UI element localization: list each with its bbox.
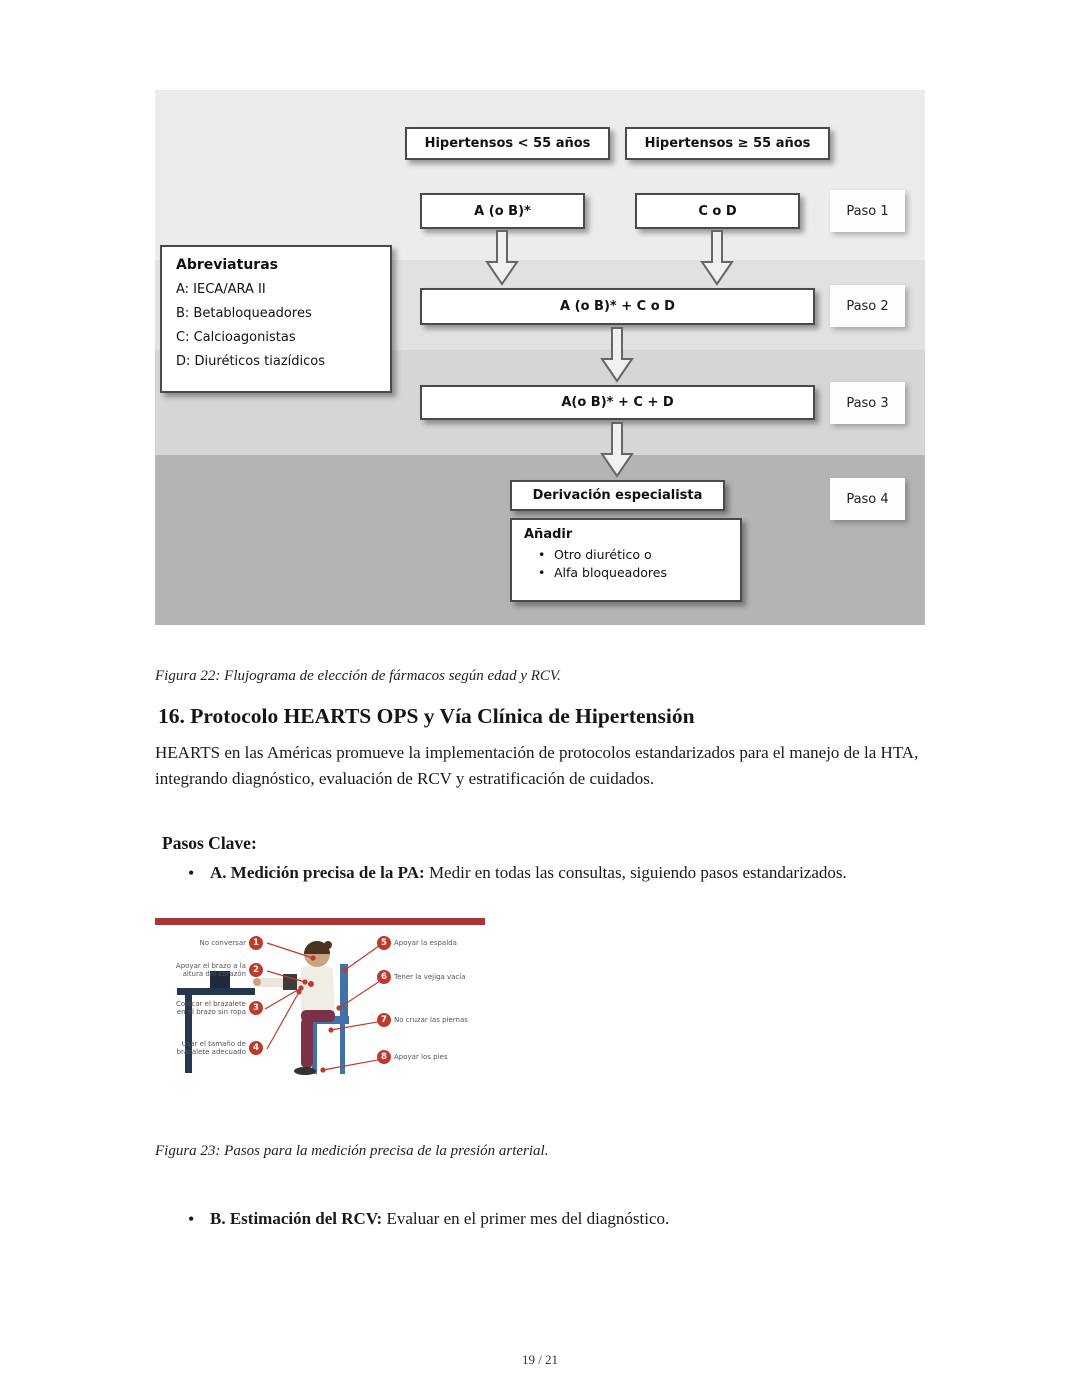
bp-step-label — [377, 970, 483, 984]
anadir-item: • Otro diurético o — [538, 547, 728, 562]
abreviatura-item: D: Diuréticos tiazídicos — [176, 354, 326, 369]
abreviatura-item: C: Calcioagonistas — [176, 330, 296, 345]
page-number: 19 / 21 — [521, 1352, 559, 1367]
step-number-badge: 7 — [377, 1013, 391, 1027]
figure-23-image — [155, 918, 485, 1103]
bp-step-label — [157, 1000, 263, 1017]
arrow-down-icon — [699, 230, 735, 286]
bp-step-label — [377, 1013, 483, 1027]
abreviaturas-box — [160, 245, 392, 393]
bullet-a-lead: A. Medición precisa de la PA: — [210, 863, 425, 882]
bp-step-text: Apoyar la espalda — [394, 938, 457, 947]
bp-step-text: No conversar — [199, 938, 246, 947]
section-paragraph: HEARTS en las Américas promueve la implementación de protocolos estandarizados para el manejo de la HTA, integrando diagnóstico, evaluación de RCV y estratificación de cuidados. — [155, 743, 919, 788]
pasos-clave-heading: Pasos Clave: — [162, 833, 257, 853]
bp-step-label — [157, 936, 263, 950]
step-number-badge: 5 — [377, 936, 391, 950]
paso-1-label: Paso 1 — [830, 190, 905, 232]
bullet-b-lead: B. Estimación del RCV: — [210, 1208, 383, 1228]
step-number-badge: 8 — [377, 1050, 391, 1064]
abreviatura-item: B: Betabloqueadores — [176, 306, 312, 321]
bp-step-text: Apoyar los pies — [394, 1052, 448, 1061]
figure-23-caption: Figura 23: Pasos para la medición precisa de la presión arterial. — [155, 1143, 549, 1159]
figure-22-caption: Figura 22: Flujograma de elección de fármacos según edad y RCV. — [155, 668, 561, 684]
section-heading: 16. Protocolo HEARTS OPS y Vía Clínica de Hipertensión — [158, 704, 695, 728]
flow-box-c-o-d: C o D — [635, 193, 800, 229]
bp-step-label — [377, 1050, 483, 1064]
flow-box-hipertensos-ge55: Hipertensos ≥ 55 años — [625, 127, 830, 160]
bullet-item-b — [186, 1207, 910, 1232]
arrow-down-icon — [599, 422, 635, 478]
paso-2-label: Paso 2 — [830, 285, 905, 327]
arrow-down-icon — [599, 327, 635, 383]
abreviaturas-title: Abreviaturas — [176, 257, 278, 273]
bp-step-text: Tener la vejiga vacía — [394, 972, 466, 981]
bullet-item-a — [186, 861, 875, 886]
anadir-box — [510, 518, 742, 602]
bp-step-text: Usar el tamaño de brazalete adecuado — [176, 1040, 246, 1057]
step-number-badge: 1 — [249, 936, 263, 950]
bullet-a-text: Medir en todas las consultas, siguiendo pasos estandarizados. — [424, 863, 847, 882]
bp-step-text: Colocar el brazalete en el brazo sin ropa — [176, 1000, 246, 1017]
flow-box-paso2: A (o B)* + C o D — [420, 288, 815, 325]
anadir-list — [538, 547, 728, 580]
figure-22-flowchart — [155, 90, 925, 625]
step-number-badge: 3 — [249, 1001, 263, 1015]
anadir-item: • Alfa bloqueadores — [538, 565, 728, 580]
paso-3-label: Paso 3 — [830, 382, 905, 424]
flow-box-paso3: A(o B)* + C + D — [420, 385, 815, 420]
step-number-badge: 4 — [249, 1041, 263, 1055]
anadir-title: Añadir — [524, 527, 573, 542]
bp-step-label — [157, 962, 263, 979]
bullet-b-text: Evaluar en el primer mes del diagnóstico. — [382, 1208, 670, 1228]
bp-step-text: No cruzar las piernas — [394, 1015, 468, 1024]
step-number-badge: 2 — [249, 963, 263, 977]
bp-step-label — [157, 1040, 263, 1057]
bp-step-label — [377, 936, 483, 950]
paso-4-label: Paso 4 — [830, 478, 905, 520]
abreviatura-item: A: IECA/ARA II — [176, 282, 266, 297]
arrow-down-icon — [484, 230, 520, 286]
bp-step-text: Apoyar el brazo a la altura del corazón — [175, 962, 246, 979]
step-number-badge: 6 — [377, 970, 391, 984]
flow-box-hipertensos-lt55: Hipertensos < 55 años — [405, 127, 610, 160]
flow-box-a-o-b: A (o B)* — [420, 193, 585, 229]
flow-box-derivacion-especialista: Derivación especialista — [510, 480, 725, 511]
